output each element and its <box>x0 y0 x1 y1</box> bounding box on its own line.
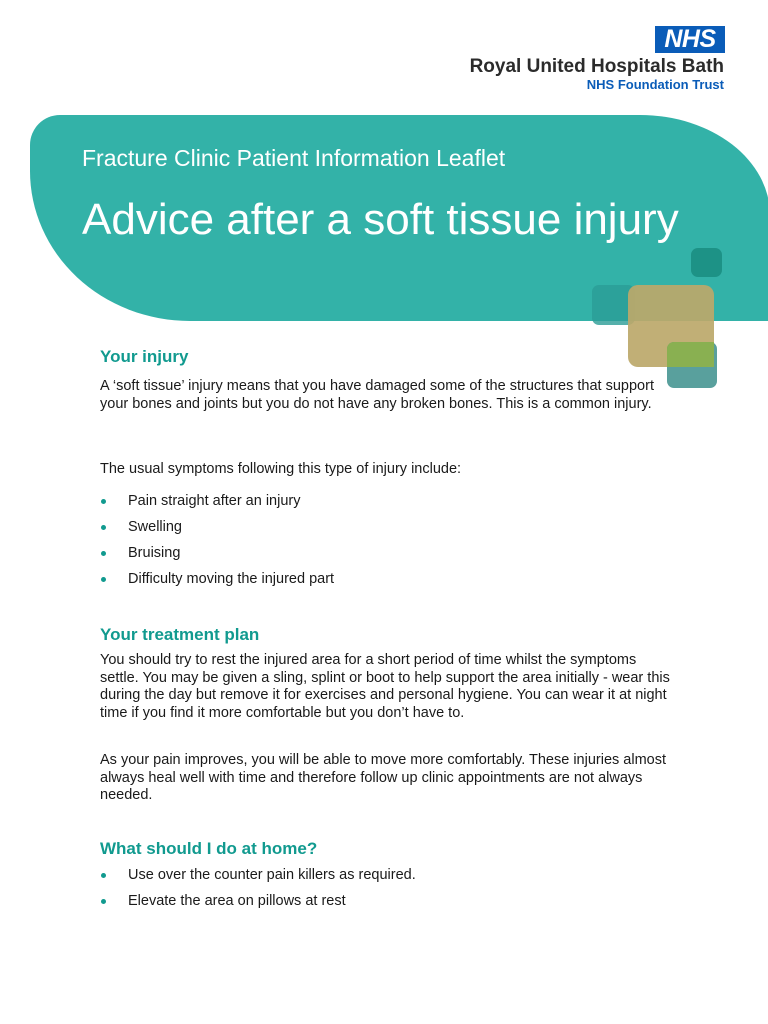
leaflet-title: Advice after a soft tissue injury <box>82 195 679 244</box>
bullet-icon <box>101 525 106 530</box>
home-advice-list <box>100 867 670 919</box>
list-item: Swelling <box>100 519 670 545</box>
bullet-icon <box>101 873 106 878</box>
injury-description: A ‘soft tissue’ injury means that you have damaged some of the structures that support your bones and joints but you do not have any broken bones. This is a common injury. <box>100 378 654 412</box>
treatment-paragraph-2: As your pain improves, you will be able to move more comfortably. These injuries almost always heal well with time and therefore follow up clinic appointments are not always needed. <box>100 752 667 803</box>
list-item: Use over the counter pain killers as required. <box>100 867 670 893</box>
organisation-name: Royal United Hospitals Bath <box>469 56 724 77</box>
section-heading-injury: Your injury <box>100 347 189 366</box>
list-item: Bruising <box>100 545 670 571</box>
bullet-icon <box>101 899 106 904</box>
trust-name: NHS Foundation Trust <box>586 77 724 92</box>
nhs-logo: NHS <box>655 26 725 53</box>
decorative-square <box>691 248 722 277</box>
bullet-icon <box>101 551 106 556</box>
decorative-square <box>667 342 714 367</box>
list-item: Difficulty moving the injured part <box>100 571 670 597</box>
bullet-icon <box>101 499 106 504</box>
list-item: Elevate the area on pillows at rest <box>100 893 670 919</box>
symptoms-list <box>100 493 670 597</box>
leaflet-subtitle: Fracture Clinic Patient Information Leaflet <box>82 145 506 171</box>
bullet-icon <box>101 577 106 582</box>
list-item: Pain straight after an injury <box>100 493 670 519</box>
treatment-paragraph-1: You should try to rest the injured area for a short period of time whilst the symptoms settle. You may be given a sling, splint or boot to help support the area initially - wear this during the day but remove it for exercises and personal hygiene. You can wear it at night time if you find it more comfortable but you don’t have to. <box>100 652 670 721</box>
section-heading-treatment: Your treatment plan <box>100 625 260 644</box>
symptoms-intro: The usual symptoms following this type of injury include: <box>100 461 462 477</box>
section-heading-home: What should I do at home? <box>100 839 318 858</box>
